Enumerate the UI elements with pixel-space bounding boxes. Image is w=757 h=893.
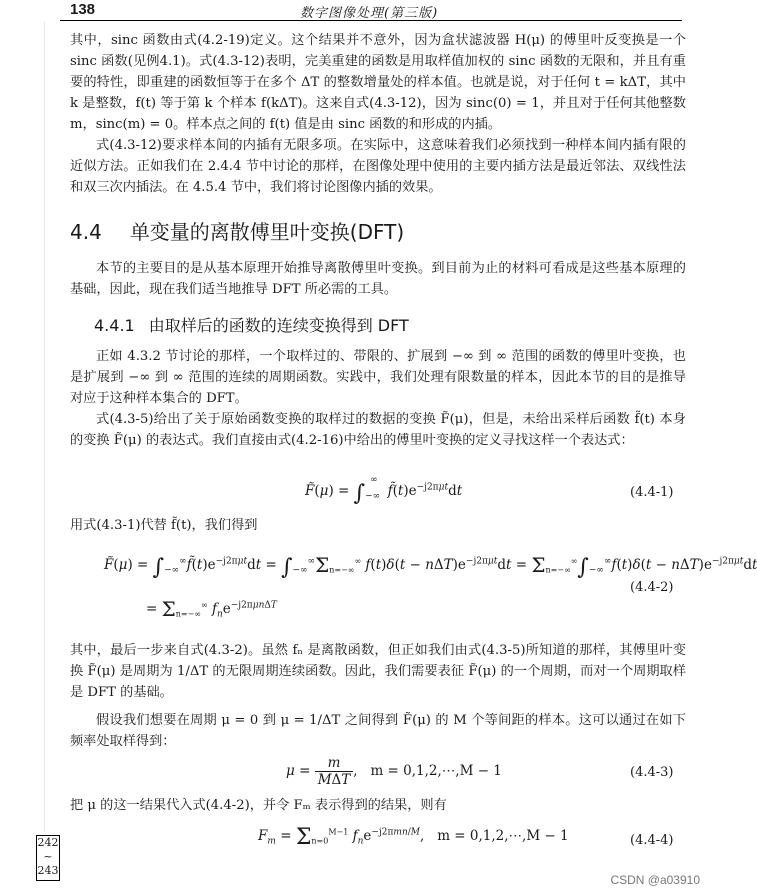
equation-4-4-3-condition: m = 0,1,2,⋯,M − 1 bbox=[370, 763, 502, 779]
subsection-heading bbox=[94, 313, 409, 336]
equation-number-4-4-3: (4.4-3) bbox=[630, 765, 674, 780]
subsection-number: 4.4.1 bbox=[94, 316, 135, 335]
equation-4-4-2-line2: = $\Sigma_{n=-\infty}^\infty$ $f_ne^{-j2\pi\mu n\Delta T}$ bbox=[146, 597, 277, 621]
paragraph-substitute-mu: 把 μ 的这一结果代入式(4.4-2)，并令 Fₘ 表示得到的结果，则有 bbox=[70, 798, 447, 813]
paragraph-intro: 本节的主要目的是从基本原理开始推导离散傅里叶变换。到目前为止的材料可看成是这些基本原理的基础，因此，现在我们适当地推导 DFT 所必需的工具。 bbox=[70, 261, 686, 297]
paragraph-substitute: 用式(4.3-1)代替 f̃(t)，我们得到 bbox=[70, 518, 258, 533]
paragraph-sampling: 假设我们想要在周期 μ = 0 到 μ = 1/ΔT 之间得到 F̃(μ) 的 M 个等间距的样本。这可以通过在如下频率处取样得到： bbox=[70, 713, 686, 749]
watermark: CSDN @a03910 bbox=[610, 873, 700, 887]
section-number: 4.4 bbox=[70, 220, 102, 244]
margin-page-bottom: 243 bbox=[37, 864, 59, 877]
original-page-reference bbox=[36, 835, 60, 881]
section-title: 单变量的离散傅里叶变换(DFT) bbox=[129, 220, 405, 244]
running-title: 数字图像处理(第三版) bbox=[300, 6, 439, 21]
equation-4-4-1: F̃(μ) = $\int_{-\infty}^\infty f̃(t)e^{-j2\pi\mu t}dt$ bbox=[305, 474, 463, 506]
paragraph-interpolation: 式(4.3-12)要求样本间的内插有无限多项。在实际中，这意味着我们必须找到一种样本间内插有限的近似方法。正如我们在 2.4.4 节中讨论的那样，在图像处理中使用的主要内插方法是最近邻法、双线性法和双三次内插法。在 4.5.4 节中，我们将讨论图像内插的效果。 bbox=[70, 138, 686, 195]
paragraph-sinc: 其中，sinc 函数由式(4.2-19)定义。这个结果并不意外，因为盒状滤波器 H(μ) 的傅里叶反变换是一个 sinc 函数(见例4.1)。式(4.3-12)表明，完美重建的函数是用取样值加权的 sinc 函数的无限和，并且有重要的特性，即重建的函数恒等于在多个 ΔT 的整数增量处的样本值。也就是说，对于任何 t = kΔT，其中 k 是整数，f(t) 等于第 k 个样本 f(kΔT)。这来自式(4.3-12)，因为 sinc(0) = 1，并且对于任何其他整数 m，sinc(m) = 0。样本点之间的 f(t) 值是由 sinc 函数的和形成的内插。 bbox=[70, 33, 686, 132]
equation-4-4-4: $F_m = \Sigma_{n=0}^{M-1}$ $f_ne^{-j2\pi mn/M}$, m = 0,1,2,⋯,M − 1 bbox=[258, 825, 569, 850]
equation-number-4-4-2: (4.4-2) bbox=[630, 580, 674, 595]
equation-4-4-3: μ = m MΔT , m = 0,1,2,⋯,M − 1 bbox=[286, 755, 502, 788]
paragraph-periodic: 正如 4.3.2 节讨论的那样，一个取样过的、带限的、扩展到 −∞ 到 ∞ 范围的函数的傅里叶变换，也是扩展到 −∞ 到 ∞ 范围的连续的周期函数。实践中，我们处理有限数量的样本，因此本节的目的是推导对应于这种样本集合的 DFT。 bbox=[70, 349, 686, 406]
page-number: 138 bbox=[70, 1, 96, 18]
margin-page-top: 242 bbox=[37, 836, 59, 849]
paragraph-discrete: 其中，最后一步来自式(4.3-2)。虽然 fₙ 是离散函数，但正如我们由式(4.3-5)所知道的那样，其傅里叶变换 F̃(μ) 是周期为 1/ΔT 的无限周期连续函数。因此，我们需要表征 F̃(μ) 的一个周期，而对一个周期取样是 DFT 的基础。 bbox=[70, 643, 686, 700]
page-header bbox=[60, 0, 682, 21]
margin-page-separator: ~ bbox=[43, 850, 53, 863]
equation-number-4-4-1: (4.4-1) bbox=[630, 485, 674, 500]
paragraph-transform: 式(4.3-5)给出了关于原始函数变换的取样过的数据的变换 F̃(μ)，但是，未给出采样后函数 f̃(t) 本身的变换 F̃(μ) 的表达式。我们直接由式(4.2-16)中给出的傅里叶变换的定义寻找这样一个表达式： bbox=[70, 412, 686, 448]
equation-4-4-4-condition: m = 0,1,2,⋯,M − 1 bbox=[437, 828, 569, 844]
subsection-title: 由取样后的函数的连续变换得到 DFT bbox=[148, 316, 409, 335]
equation-4-4-2-line1: F̃(μ) = $\int_{-\infty}^\infty f̃(t)e^{-j2\pi\mu t}dt = \int_{-\infty}^\infty\Sigma_{n=-\infty}^\infty$ $f(t)\delta(t - n\Delta T)e^{-j2\pi\mu t}dt = \Sigma_{n=-\infty}^\infty\int_{-\infty}^\infty f(t)\delta(t - n\Delta T)e^{-j2\pi\mu t}dt$ bbox=[104, 553, 757, 580]
section-heading bbox=[70, 216, 404, 245]
scan-edge bbox=[44, 22, 45, 832]
equation-number-4-4-4: (4.4-4) bbox=[630, 833, 674, 848]
